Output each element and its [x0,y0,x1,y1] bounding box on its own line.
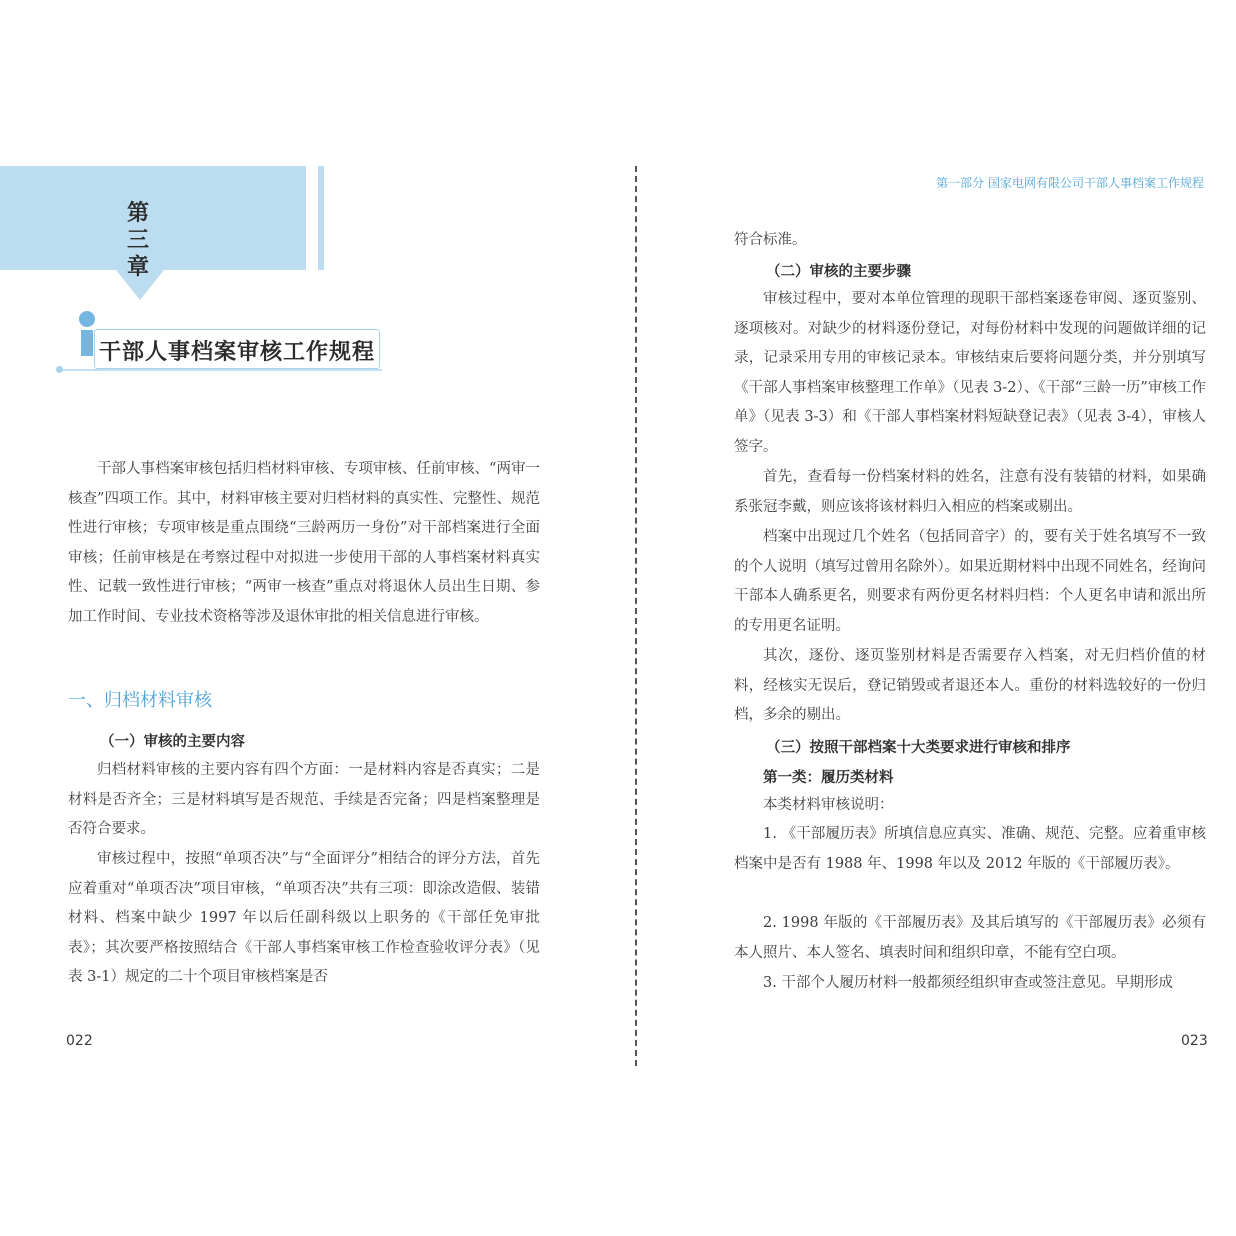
subheading-category-one: 第一类：履历类材料 [763,769,894,786]
subheading-ten-categories: （三）按照干部档案十大类要求进行审核和排序 [766,739,1071,756]
section-heading: 一、归档材料审核 [68,690,212,711]
intro-paragraph: 干部人事档案审核包括归档材料审核、专项审核、任前审核、“两审一核查”四项工作。其中，材料审核主要对归档材料的真实性、完整性、规范性进行审核；专项审核是重点围绕“三龄两历一身份”对干部档案进行全面审核；任前审核是在考察过程中对拟进一步使用干部的人事档案材料真实性、记载一致性进行审核；“两审一核查”重点对将退休人员出生日期、参加工作时间、专业技术资格等涉及退休审批的相关信息进行审核。 [68,461,540,625]
title-underline-dot [56,366,63,373]
paragraph-check-names: 首先，查看每一份档案材料的姓名，注意有没有装错的材料，如果确系张冠李戴，则应该将该材料归入相应的档案或剔出。 [734,469,1206,515]
paragraph-item-1: 1. 《干部履历表》所填信息应真实、准确、规范、完整。应着重审核档案中是否有 1988 年、1998 年以及 2012 年版的《干部履历表》。 [734,826,1206,872]
title-marker-dot [79,311,95,327]
continuation-text: 符合标准。 [734,232,807,248]
page-divider [635,166,637,1066]
chapter-banner-edge [318,166,324,270]
page-number-right: 023 [1181,1033,1208,1049]
running-head: 第一部分 国家电网有限公司干部人事档案工作规程 [936,176,1204,190]
chapter-label: 第三章 [126,200,149,280]
title-underline [60,369,382,371]
page-number-left: 022 [66,1033,93,1049]
paragraph-name-changes: 档案中出现过几个姓名（包括同音字）的，要有关于姓名填写不一致的个人说明（填写过曾用名除外）。如果近期材料中出现不同姓名，经询问干部本人确系更名，则要求有两份更名材料归档：个人更名申请和派出所的专用更名证明。 [734,529,1206,634]
paragraph-review-method: 审核过程中，按照“单项否决”与“全面评分”相结合的评分方法，首先应着重对“单项否决”项目审核，“单项否决”共有三项：即涂改造假、装错材料、档案中缺少 1997 年以后任副科级以上职务的《干部任免审批表》；其次要严格按照结合《干部人事档案审核工作检查验收评分表》（见表 3-1）规定的二十个项目审核档案是否 [68,851,540,986]
subheading-main-steps: （二）审核的主要步骤 [766,263,911,280]
subheading-main-content: （一）审核的主要内容 [100,733,245,750]
paragraph-review-steps: 审核过程中，要对本单位管理的现职干部档案逐卷审阅、逐页鉴别、逐项核对。对缺少的材料逐份登记，对每份材料中发现的问题做详细的记录，记录采用专用的审核记录本。审核结束后要将问题分类，并分别填写《干部人事档案审核整理工作单》（见表 3-2）、《干部“三龄一历”审核工作单》（见表 3-3）和《干部人事档案材料短缺登记表》（见表 3-4），审核人签字。 [734,291,1206,455]
paragraph-item-3: 3. 干部个人履历材料一般都须经组织审查或签注意见。早期形成 [763,975,1173,991]
paragraph-item-2: 2. 1998 年版的《干部履历表》及其后填写的《干部履历表》必须有本人照片、本人签名、填表时间和组织印章，不能有空白项。 [734,915,1206,961]
paragraph-main-content: 归档材料审核的主要内容有四个方面：一是材料内容是否真实；二是材料是否齐全；三是材料填写是否规范、手续是否完备；四是档案整理是否符合要求。 [68,762,540,838]
title-marker-bar [81,330,93,356]
chapter-title: 干部人事档案审核工作规程 [99,339,376,365]
paragraph-review-notes: 本类材料审核说明： [763,797,894,813]
paragraph-identify-materials: 其次，逐份、逐页鉴别材料是否需要存入档案，对无归档价值的材料，经核实无误后，登记销毁或者退还本人。重份的材料选较好的一份归档，多余的剔出。 [734,648,1206,724]
